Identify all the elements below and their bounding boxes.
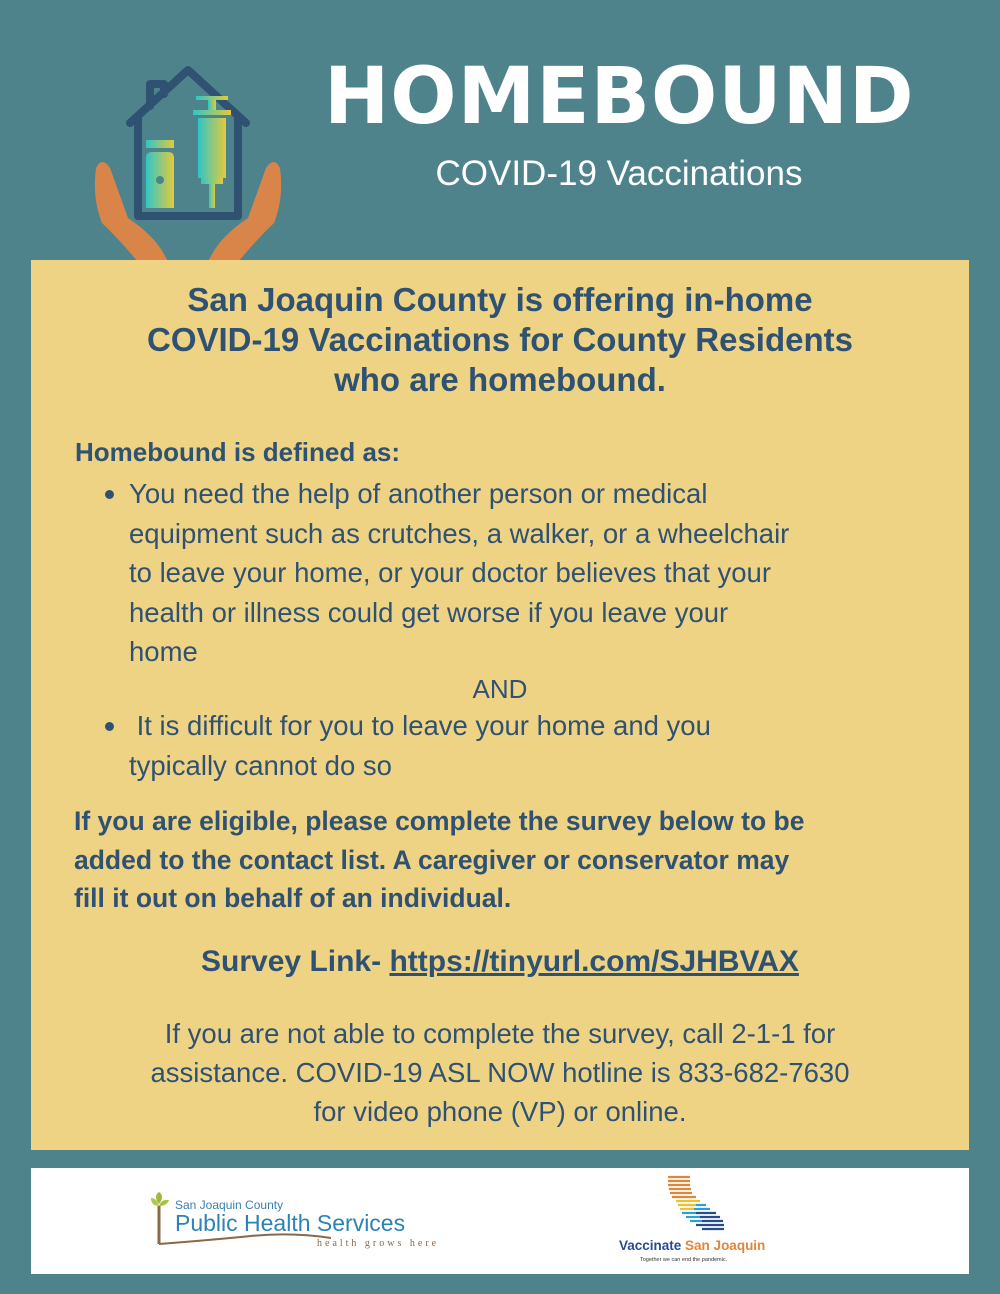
vsj-name <box>619 1238 765 1253</box>
vsj-name-part2: San Joaquin <box>685 1238 766 1253</box>
bullet-item <box>129 706 929 785</box>
assistance-line: assistance. COVID-19 ASL NOW hotline is 833-682-7630 <box>150 1057 850 1088</box>
page-title: HOMEBOUND <box>324 52 915 142</box>
phs-tagline: health grows here <box>317 1238 440 1249</box>
survey-link[interactable]: https://tinyurl.com/SJHBVAX <box>389 945 799 978</box>
bullet-icon <box>105 490 114 499</box>
eligibility-note <box>74 802 954 918</box>
bullet-line: It is difficult for you to leave your home and you <box>129 710 711 741</box>
phs-name: Public Health Services <box>175 1210 406 1236</box>
bullet-item <box>129 474 929 672</box>
california-map-icon <box>666 1174 736 1236</box>
and-connector: AND <box>472 674 528 704</box>
vsj-name-part1: Vaccinate <box>619 1238 686 1253</box>
headline-line: San Joaquin County is offering in-home <box>187 281 813 318</box>
bullet-line: to leave your home, or your doctor believes that your <box>129 557 772 588</box>
public-health-services-logo <box>151 1188 451 1258</box>
page-subtitle: COVID-19 Vaccinations <box>435 154 803 193</box>
bullet-line: equipment such as crutches, a walker, or a wheelchair <box>129 517 790 549</box>
vsj-tagline: Together we can end the pandemic. <box>640 1257 728 1263</box>
info-panel <box>31 260 969 1150</box>
eligibility-line: fill it out on behalf of an individual. <box>74 883 512 913</box>
headline-line: COVID-19 Vaccinations for County Residents <box>147 321 853 358</box>
assistance-note <box>71 1014 929 1131</box>
phs-county: San Joaquin County <box>175 1198 284 1212</box>
house-hands-vaccine-icon <box>88 48 328 262</box>
survey-link-row <box>31 942 969 982</box>
bullet-line: health or illness could get worse if you leave your <box>129 596 729 628</box>
headline <box>31 280 969 400</box>
assistance-line: If you are not able to complete the survey, call 2-1-1 for <box>164 1018 836 1049</box>
bullet-line: typically cannot do so <box>129 749 392 781</box>
survey-label: Survey Link- <box>201 945 390 978</box>
definition-label: Homebound is defined as: <box>75 437 401 467</box>
headline-line: who are homebound. <box>334 361 666 398</box>
bullet-icon <box>105 722 114 731</box>
eligibility-line: If you are eligible, please complete the survey below to be <box>74 806 805 836</box>
eligibility-line: added to the contact list. A caregiver or conservator may <box>74 844 790 875</box>
footer-logos <box>31 1168 969 1274</box>
bullet-line: home <box>129 636 198 667</box>
vaccinate-san-joaquin-logo <box>611 1172 781 1272</box>
assistance-line: for video phone (VP) or online. <box>313 1096 687 1127</box>
bullet-line: You need the help of another person or medical <box>129 478 708 509</box>
